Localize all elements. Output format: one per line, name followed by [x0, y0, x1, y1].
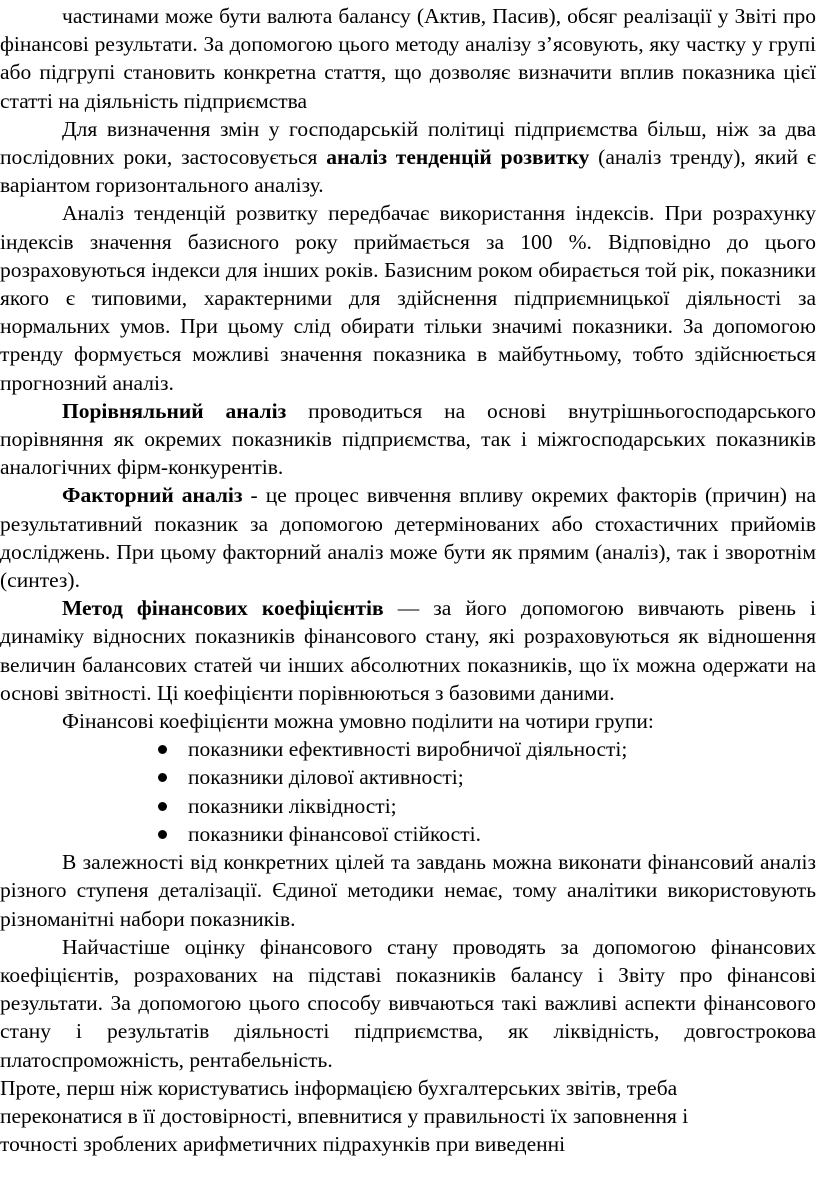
list-item [188, 820, 816, 848]
paragraph-text: Для визначення змін у господарській політиці підприємства більш, ніж за два послідовних роки, застосовується [0, 116, 816, 170]
term-trend-analysis: аналіз тенденцій розвитку [326, 145, 590, 170]
list-item [188, 792, 816, 820]
paragraph-text: проводиться на основі внутрішньогосподарського порівняння як окремих показників підприємства, так і міжгосподарських показників аналогічних фірм-конкурентів. [0, 398, 816, 480]
list-item-text: показники фінансової стійкості. [188, 821, 481, 846]
text-line: Проте, перш ніж користуватись інформацією бухгалтерських звітів, треба [0, 1075, 678, 1100]
list-item [188, 763, 816, 791]
paragraph-ratio-groups-intro: Фінансові коефіцієнти можна умовно поділити на чотири групи: [62, 709, 654, 734]
term-comparative-analysis: Порівняльний аналіз [62, 398, 287, 423]
bullet-dot-icon [158, 745, 167, 754]
term-ratio-method: Метод фінансових коефіцієнтів [62, 596, 384, 621]
text-line: точності зроблених арифметичних підрахунків при виведенні [0, 1132, 566, 1157]
paragraph-text: - це процес вивчення впливу окремих факторів (причин) на результативний показник за допомогою детермінованих або стохастичних прийомів досліджень. При цьому факторний аналіз може бути як прямим (аналіз), так і зворотнім (синтез). [0, 483, 816, 593]
ratio-groups-list [0, 735, 816, 848]
bullet-dot-icon [158, 773, 167, 782]
paragraph-trend-analysis [0, 115, 816, 200]
paragraph-verification [0, 1074, 816, 1159]
list-item-text: показники ліквідності; [188, 793, 397, 818]
list-item [188, 735, 816, 763]
bullet-dot-icon [158, 830, 167, 839]
term-factor-analysis: Факторний аналіз [62, 483, 243, 508]
paragraph-factor-analysis [0, 481, 816, 594]
paragraph-text: — за його допомогою вивчають рівень і динаміку відносних показників фінансового стану, які розраховуються як відношення величин балансових статей чи інших абсолютних показників, що їх можна одержати на основі звітності. Ці коефіцієнти порівнюються з базовими даними. [0, 596, 816, 705]
paragraph-ratio-method [0, 594, 816, 707]
paragraph-structure-analysis: частинами може бути валюта балансу (Актив, Пасив), обсяг реалізації у Звіті про фінансові результати. За допомогою цього методу аналізу з’ясовують, яку частку у групі або підгрупі становить конкретна стаття, що дозволяє визначити вплив показника цієї статті на діяльність підприємства [0, 4, 816, 113]
paragraph-comparative-analysis [0, 397, 816, 482]
paragraph-detail-levels: В залежності від конкретних цілей та завдань можна виконати фінансовий аналіз різного ступеня деталізації. Єдиної методики немає, тому аналітики використовують різноманітні набори показників. [0, 850, 816, 931]
text-line: переконатися в її достовірності, впевнитися у правильності їх заповнення і [0, 1103, 689, 1128]
paragraph-index-analysis: Аналіз тенденцій розвитку передбачає використання індексів. При розрахунку індексів значення базисного року приймається за 100 %. Відповідно до цього розраховуються індекси для інших років. Базисним роком обирається той рік, показники якого є типовими, характерними для здійснення підприємницької діяльності за нормальних умов. При цьому слід обирати тільки значимі показники. За допомогою тренду формується можливі значення показника в майбутньому, тобто здійснюється прогнозний аналіз. [0, 201, 816, 395]
list-item-text: показники ефективності виробничої діяльності; [188, 737, 628, 762]
bullet-dot-icon [158, 802, 167, 811]
list-item-text: показники ділової активності; [188, 765, 464, 790]
paragraph-text: (аналіз тренду), який є варіантом горизонтального аналізу. [0, 145, 816, 198]
paragraph-ratio-assessment: Найчастіше оцінку фінансового стану проводять за допомогою фінансових коефіцієнтів, розрахованих на підставі показників балансу і Звіту про фінансові результати. За допомогою цього способу вивчаються такі важливі аспекти фінансового стану і результатів діяльності підприємства, як ліквідність, довгострокова платоспроможність, рентабельність. [0, 934, 816, 1072]
